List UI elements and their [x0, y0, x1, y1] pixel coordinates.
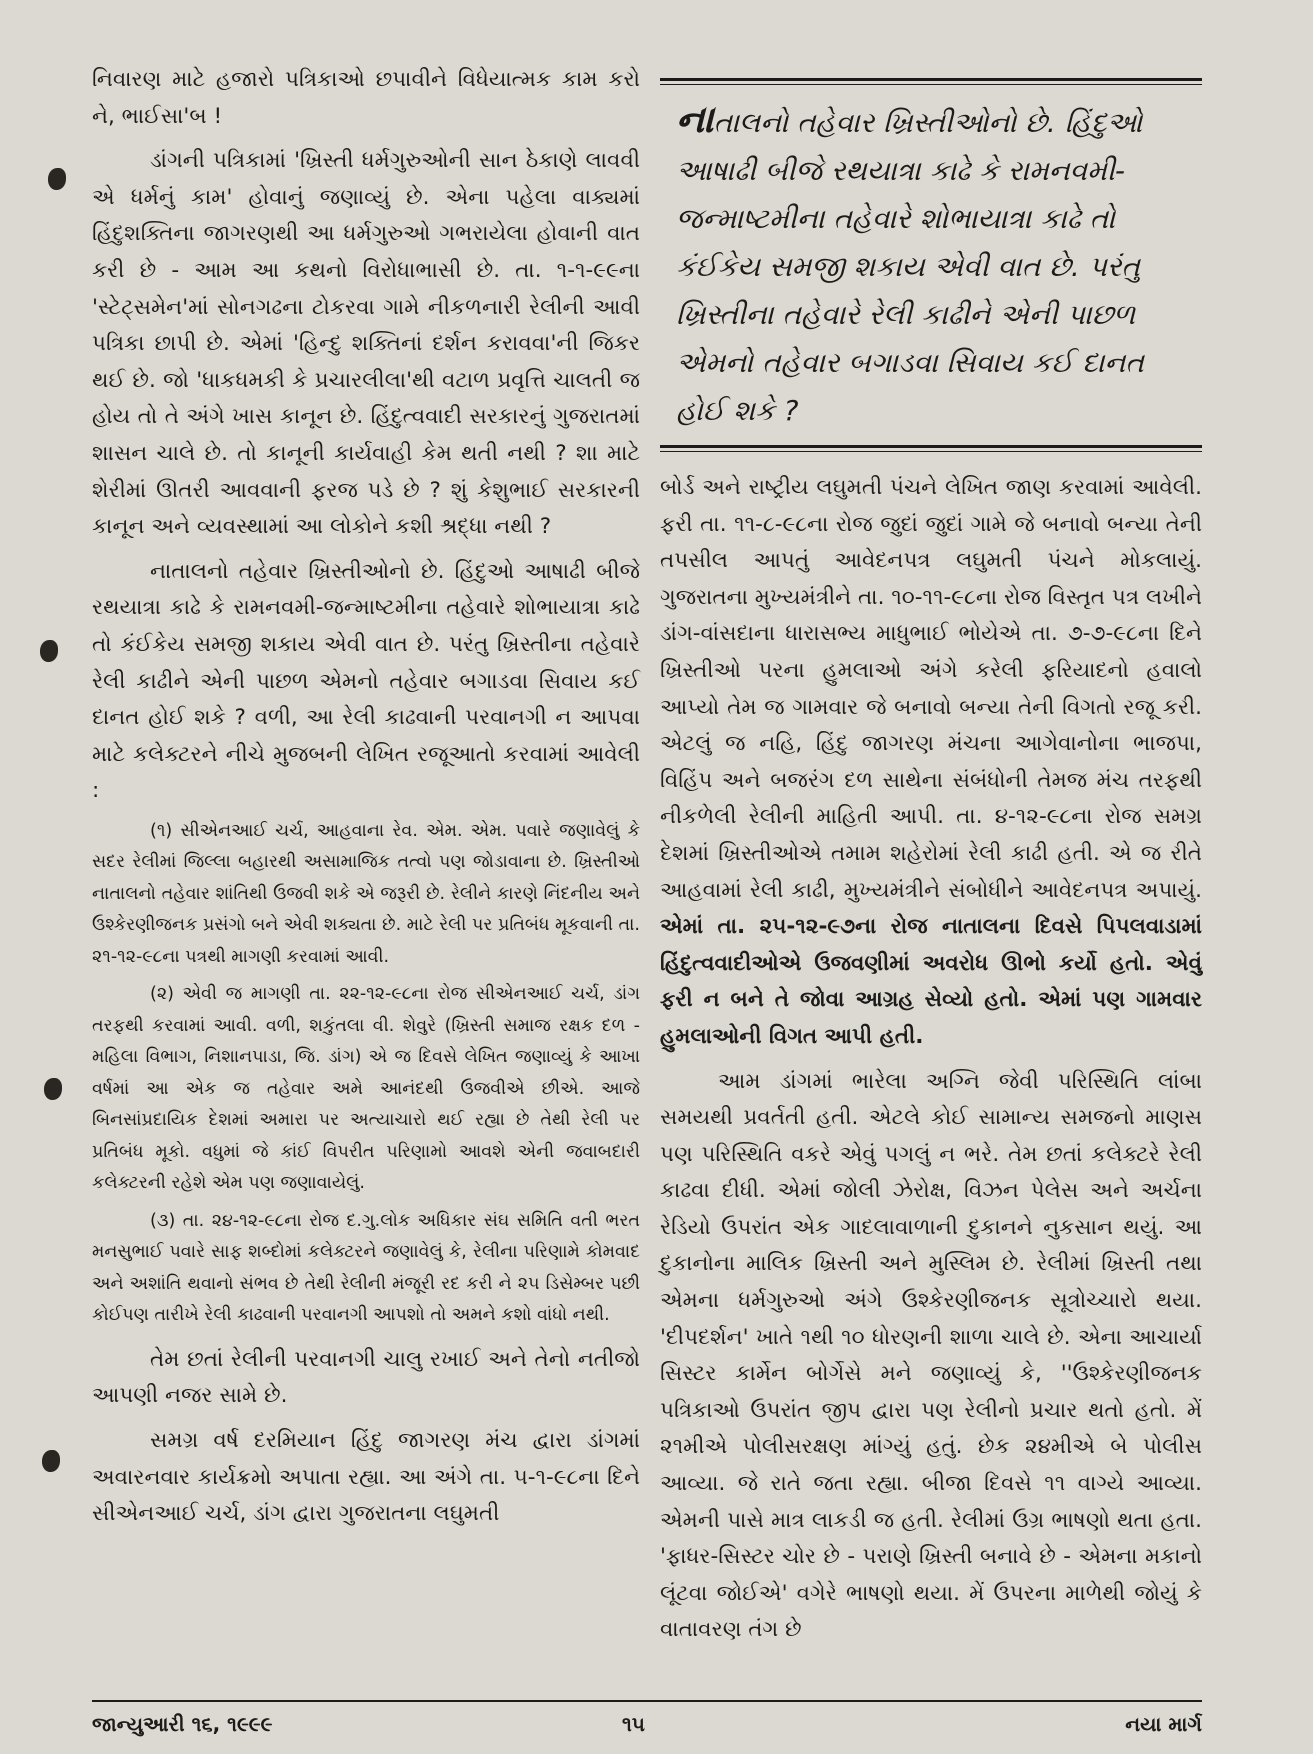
- footer-rule: [92, 1700, 1202, 1702]
- publication-name: નયા માર્ગ: [1125, 1712, 1202, 1736]
- issue-date: જાન્યુઆરી ૧૬, ૧૯૯૯: [92, 1712, 273, 1736]
- paragraph-permission: તેમ છતાં રેલીની પરવાનગી ચાલુ રખાઈ અને તેનો નતીજો આપણી નજર સામે છે.: [92, 1346, 640, 1409]
- binding-hole: [40, 640, 58, 662]
- binding-hole: [48, 168, 66, 190]
- paragraph-christmas: નાતાલનો તહેવાર ખ્રિસ્તીઓનો છે. હિંદુઓ આષાઢી બીજે રથયાત્રા કાઢે કે રામનવમી-જન્માષ્ટમીના તહેવારે શોભાયાત્રા કાઢે તો કંઈકેય સમજી શકાય એવી વાત છે. પરંતુ ખ્રિસ્તીના તહેવારે રેલી કાઢીને એની પાછળ એમનો તહેવાર બગાડવા સિવાય કઈ દાનત હોઈ શકે ? વળી, આ રેલી કાઢવાની પરવાનગી ન આપવા માટે કલેક્ટરને નીચે મુજબની લેખિત રજૂઆતો કરવામાં આવેલી :: [92, 558, 640, 804]
- paragraph-memorandum: [660, 470, 1202, 1056]
- pull-quote-bottom-rule: [660, 445, 1202, 452]
- page-number: ૧૫: [622, 1712, 645, 1736]
- paragraph-memorandum-text: બોર્ડ અને રાષ્ટ્રીય લઘુમતી પંચને લેખિત જાણ કરવામાં આવેલી. ફરી તા. ૧૧-૮-૯૮ના રોજ જુદાં જુદાં ગામે જે બનાવો બન્યા તેની તપસીલ આપતું આવેદનપત્ર લઘુમતી પંચને મોકલાયું. ગુજરાતના મુખ્યમંત્રીને તા. ૧૦-૧૧-૯૮ના રોજ વિસ્તૃત પત્ર લખીને ડાંગ-વાંસદાના ધારાસભ્ય માધુભાઈ ભોયેએ તા. ૭-૭-૯૮ના દિને ખ્રિસ્તીઓ પરના હુમલાઓ અંગે કરેલી ફરિયાદનો હવાલો આપ્યો તેમ જ ગામવાર જે બનાવો બન્યા તેની વિગતો રજૂ કરી. એટલું જ નહિ, હિંદુ જાગરણ મંચના આગેવાનોના ભાજપા, વિહિંપ અને બજરંગ દળ સાથેના સંબંધોની તેમજ મંચ તરફથી નીકળેલી રેલીની માહિતી આપી. તા. ૪-૧૨-૯૮ના રોજ સમગ્ર દેશમાં ખ્રિસ્તીઓએ તમામ શહેરોમાં રેલી કાઢી હતી. એ જ રીતે આહવામાં રેલી કાઢી, મુખ્યમંત્રીને સંબોધીને આવેદનપત્ર અપાયું.: [660, 475, 1202, 903]
- right-column: [660, 62, 1202, 1649]
- representation-item-3: (૩) તા. ૨૪-૧૨-૯૮ના રોજ દ.ગુ.લોક અધિકાર સંઘ સમિતિ વતી ભરત મનસુભાઈ પવારે સાફ શબ્દોમાં કલેક્ટરને જણાવેલું કે, રેલીના પરિણામે કોમવાદ અને અશાંતિ થવાનો સંભવ છે તેથી રેલીની મંજૂરી રદ કરી ને ૨૫ ડિસેમ્બર પછી કોઈપણ તારીખે રેલી કાઢવાની પરવાનગી આપશો તો અમને કશો વાંધો નથી.: [92, 1210, 640, 1326]
- page-footer: [92, 1712, 1202, 1740]
- pull-quote: [676, 95, 1194, 435]
- representation-item-2: (૨) એવી જ માગણી તા. ૨૨-૧૨-૯૮ના રોજ સીએનઆઈ ચર્ચ, ડાંગ તરફથી કરવામાં આવી. વળી, શકુંતલા વી. શેવુરે (ખ્રિસ્તી સમાજ રક્ષક દળ - મહિલા વિભાગ, નિશાનપાડા, જિ. ડાંગ) એ જ દિવસે લેખિત જણાવ્યું કે આખા વર્ષમાં આ એક જ તહેવાર અમે આનંદથી ઉજવીએ છીએ. આજે બિનસાંપ્રદાયિક દેશમાં અમારા પર અત્યાચારો થઈ રહ્યા છે તેથી રેલી પર પ્રતિબંધ મૂકો. વધુમાં જે કાંઈ વિપરીત પરિણામો આવશે એની જવાબદારી કલેક્ટરની રહેશે એમ પણ જણાવાયેલું.: [92, 984, 640, 1194]
- pull-quote-text: તાલનો તહેવાર ખ્રિસ્તીઓનો છે. હિંદુઓ આષાઢી બીજે રથયાત્રા કાઢે કે રામનવમી-જન્માષ્ટમીના તહેવારે શોભાયાત્રા કાઢે તો કંઈકેય સમજી શકાય એવી વાત છે. પરંતુ ખ્રિસ્તીના તહેવારે રેલી કાઢીને એની પાછળ એમનો તહેવાર બગાડવા સિવાય કઈ દાનત હોઈ શકે ?: [676, 106, 1144, 427]
- paragraph-intro: નિવારણ માટે હજારો પત્રિકાઓ છપાવીને વિધેયાત્મક કામ કરો ને, ભાઈસા'બ !: [92, 67, 640, 129]
- pull-quote-dropcap: ના: [676, 97, 714, 141]
- binding-hole: [44, 1078, 62, 1100]
- paragraph-situation: આમ ડાંગમાં ભારેલા અગ્નિ જેવી પરિસ્થિતિ લાંબા સમયથી પ્રવર્તતી હતી. એટલે કોઈ સામાન્ય સમજનો માણસ પણ પરિસ્થિતિ વકરે એવું પગલું ન ભરે. તેમ છતાં કલેક્ટરે રેલી કાઢવા દીધી. એમાં જોલી ઝેરોક્ષ, વિઝન પેલેસ અને અર્ચના રેડિયો ઉપરાંત એક ગાદલાવાળાની દુકાનને નુકસાન થયું. આ દુકાનોના માલિક ખ્રિસ્તી અને મુસ્લિમ છે. રેલીમાં ખ્રિસ્તી તથા એમના ધર્મગુરુઓ અંગે ઉશ્કેરણીજનક સૂત્રોચ્ચારો થયા. 'દીપદર્શન' ખાતે ૧થી ૧૦ ધોરણની શાળા ચાલે છે. એના આચાર્યા સિસ્ટર કાર્મેન બોર્ગેસે મને જણાવ્યું કે, ''ઉશ્કેરણીજનક પત્રિકાઓ ઉપરાંત જીપ દ્વારા પણ રેલીનો પ્રચાર થતો હતો. મેં ૨૧મીએ પોલીસરક્ષણ માંગ્યું હતું. છેક ૨૪મીએ બે પોલીસ આવ્યા. જે રાતે જતા રહ્યા. બીજા દિવસે ૧૧ વાગ્યે આવ્યા. એમની પાસે માત્ર લાકડી જ હતી. રેલીમાં ઉગ્ર ભાષણો થતા હતા. 'ફાધર-સિસ્ટર ચોર છે - પરાણે ખ્રિસ્તી બનાવે છે - એમના મકાનો લૂંટવા જોઈએ' વગેરે ભાષણો થયા. મેં ઉપરના માળેથી જોયું કે વાતાવરણ તંગ છે: [660, 1068, 1202, 1643]
- left-column: [92, 62, 640, 1533]
- paragraph-memorandum-bold: એમાં તા. ૨૫-૧૨-૯૭ના રોજ નાતાલના દિવસે પિપલવાડામાં હિંદુત્વવાદીઓએ ઉજવણીમાં અવરોધ ઊભો કર્યો હતો. એવું ફરી ન બને તે જોવા આગ્રહ સેવ્યો હતો. એમાં પણ ગામવાર હુમલાઓની વિગત આપી હતી.: [660, 914, 1202, 1049]
- paragraph-programs: સમગ્ર વર્ષ દરમિયાન હિંદુ જાગરણ મંચ દ્વારા ડાંગમાં અવારનવાર કાર્યક્રમો અપાતા રહ્યા. આ અંગે તા. ૫-૧-૯૮ના દિને સીએનઆઈ ચર્ચ, ડાંગ દ્વારા ગુજરાતના લઘુમતી: [92, 1428, 640, 1527]
- paragraph-dang-leaflet: ડાંગની પત્રિકામાં 'ખ્રિસ્તી ધર્મગુરુઓની સાન ઠેકાણે લાવવી એ ધર્મનું કામ' હોવાનું જણાવ્યું છે. એના પહેલા વાક્યમાં હિંદુશક્તિના જાગરણથી આ ધર્મગુરુઓ ગભરાયેલા હોવાની વાત કરી છે - આમ આ કથનો વિરોધાભાસી છે. તા. ૧-૧-૯૯ના 'સ્ટેટ્સમેન'માં સોનગઢના ટોકરવા ગામે નીકળનારી રેલીની આવી પત્રિકા છાપી છે. એમાં 'હિન્દુ શક્તિનાં દર્શન કરાવવા'ની જિકર થઈ છે. જો 'ધાકધમકી કે પ્રચારલીલા'થી વટાળ પ્રવૃત્તિ ચાલતી જ હોય તો તે અંગે ખાસ કાનૂન છે. હિંદુત્વવાદી સરકારનું ગુજરાતમાં શાસન ચાલે છે. તો કાનૂની કાર્યવાહી કેમ થતી નથી ? શા માટે શેરીમાં ઊતરી આવવાની ફરજ પડે છે ? શું કેશુભાઈ સરકારની કાનૂન અને વ્યવસ્થામાં આ લોકોને કશી શ્રદ્ધા નથી ?: [92, 148, 640, 540]
- binding-hole: [42, 1450, 60, 1472]
- pull-quote-top-rule: [660, 78, 1202, 85]
- representation-item-1: (૧) સીએનઆઈ ચર્ચ, આહવાના રેવ. એમ. એમ. પવારે જણાવેલું કે સદર રેલીમાં જિલ્લા બહારથી અસામાજિક તત્વો પણ જોડાવાના છે. ખ્રિસ્તીઓ નાતાલનો તહેવાર શાંતિથી ઉજવી શકે એ જરૂરી છે. રેલીને કારણે નિંદનીય અને ઉશ્કેરણીજનક પ્રસંગો બને એવી શક્યતા છે. માટે રેલી પર પ્રતિબંધ મૂકવાની તા. ૨૧-૧૨-૯૮ના પત્રથી માગણી કરવામાં આવી.: [92, 820, 640, 967]
